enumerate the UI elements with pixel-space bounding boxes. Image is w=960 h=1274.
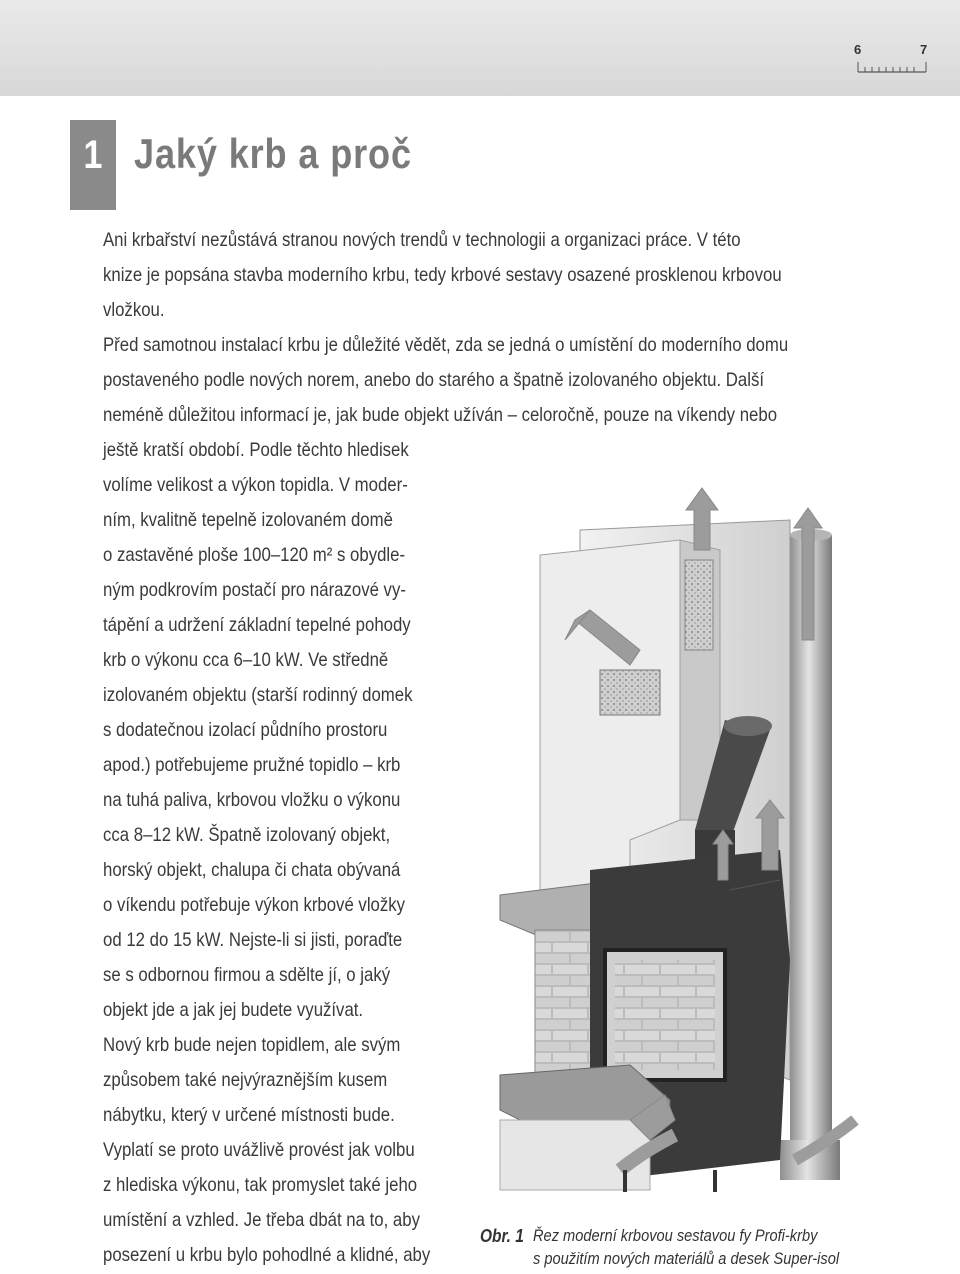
body-line: neméně důležitou informací je, jak bude objekt užíván – celoročně, pouze na víkendy nebo <box>103 404 778 426</box>
page-number-left: 6 <box>854 42 862 57</box>
body-line: Vyplatí se proto uvážlivě provést jak volbu <box>103 1139 415 1161</box>
body-line: ním, kvalitně tepelně izolovaném domě <box>103 509 393 531</box>
body-line: o zastavěné ploše 100–120 m² s obydle- <box>103 544 406 566</box>
figure-caption-line: Řez moderní krbovou sestavou fy Profi-krby <box>533 1226 818 1245</box>
body-line: ným podkrovím postačí pro nárazové vy- <box>103 579 406 601</box>
figure-label: Obr. 1 <box>480 1226 524 1246</box>
body-line: ještě kratší období. Podle těchto hledisek <box>103 439 409 461</box>
body-line: knize je popsána stavba moderního krbu, tedy krbové sestavy osazené prosklenou krbovou <box>103 264 782 286</box>
body-line: Nový krb bude nejen topidlem, ale svým <box>103 1034 401 1056</box>
ruler-icon <box>852 58 930 78</box>
figure-caption-line: s použitím nových materiálů a desek Super-isol <box>533 1249 840 1268</box>
chapter-title: Jaký krb a proč <box>134 130 412 177</box>
body-line: postaveného podle nových norem, anebo do starého a špatně izolovaného objektu. Další <box>103 369 765 391</box>
body-line: umístění a vzhled. Je třeba dbát na to, aby <box>103 1209 420 1231</box>
body-line: o víkendu potřebuje výkon krbové vložky <box>103 894 406 916</box>
body-line: nábytku, který v určené místnosti bude. <box>103 1104 395 1126</box>
page-ruler <box>852 42 930 78</box>
body-line: se s odbornou firmou a sdělte jí, o jaký <box>103 964 391 986</box>
chapter-number: 1 <box>83 133 103 177</box>
page-number-right: 7 <box>920 42 928 57</box>
body-line: od 12 do 15 kW. Nejste-li si jisti, poraďte <box>103 929 403 951</box>
body-line: izolovaném objektu (starší rodinný domek <box>103 684 413 706</box>
body-line: způsobem také nejvýraznějším kusem <box>103 1069 388 1091</box>
body-line: cca 8–12 kW. Špatně izolovaný objekt, <box>103 824 391 846</box>
body-line: horský objekt, chalupa či chata obývaná <box>103 859 401 881</box>
body-line: s dodatečnou izolací půdního prostoru <box>103 719 388 741</box>
body-line: posezení u krbu bylo pohodlné a klidné, aby <box>103 1244 431 1266</box>
body-line: na tuhá paliva, krbovou vložku o výkonu <box>103 789 401 811</box>
body-line: objekt jde a jak jej budete využívat. <box>103 999 364 1021</box>
body-line: z hlediska výkonu, tak promyslet také jeho <box>103 1174 418 1196</box>
fireplace-cutaway-illustration <box>480 480 950 1208</box>
body-line: Ani krbařství nezůstává stranou nových trendů v technologii a organizaci práce. V této <box>103 229 741 251</box>
body-line: krb o výkonu cca 6–10 kW. Ve středně <box>103 649 389 671</box>
body-line: volíme velikost a výkon topidla. V moder- <box>103 474 408 496</box>
body-line: Před samotnou instalací krbu je důležité vědět, zda se jedná o umístění do moderního domu <box>103 334 789 356</box>
body-line: tápění a udržení základní tepelné pohody <box>103 614 411 636</box>
body-line: vložkou. <box>103 299 165 321</box>
page-header-bar <box>0 0 960 96</box>
body-line: apod.) potřebujeme pružné topidlo – krb <box>103 754 401 776</box>
